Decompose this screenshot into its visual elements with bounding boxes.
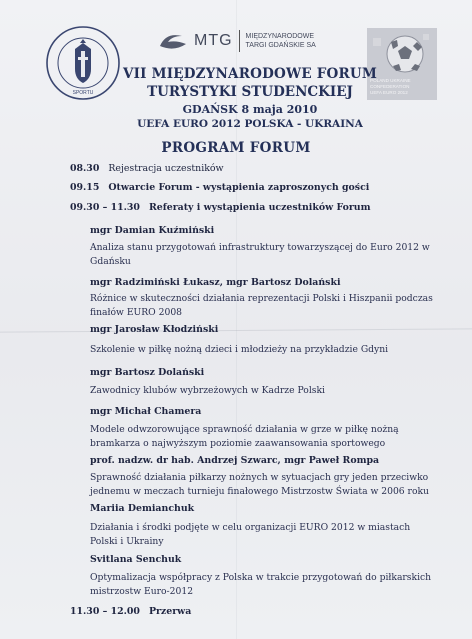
schedule-label: Otwarcie Forum - wystąpienia zaproszonych gości [108,182,370,193]
mtg-sub-line1: MIĘDZYNARODOWE [245,33,314,40]
schedule-item [70,182,369,193]
mtg-logo-subtitle [246,32,316,50]
schedule-label: Referaty i wystąpienia uczestników Forum [148,202,371,213]
schedule-item [70,606,191,617]
euro-badge-line1: POLAND UKRAINE [370,78,411,83]
schedule-time: 11.30 – 12.00 [70,606,140,617]
talk-topic: Modele odwzorowujące sprawność działania w grze w piłkę nożną bramkarza o najwyższym poziomie zaawansowania sportowego [90,424,399,449]
forum-event: UEFA EURO 2012 POLSKA - UKRAINA [137,118,363,130]
schedule-time: 08.30 [70,163,100,174]
talk-topic: Optymalizacja współpracy z Polska w trakcie przygotowań do piłkarskich mistrzostw Euro-2012 [90,572,432,597]
forum-place-date: GDAŃSK 8 maja 2010 [182,103,318,116]
euro-badge-line3: UEFA EURO 2012 [370,90,408,95]
speaker-name: Svitlana Senchuk [90,554,182,565]
schedule-item [70,163,224,174]
speaker-name: prof. nadzw. dr hab. Andrzej Szwarc, mgr Paweł Rompa [90,455,380,466]
schedule-label: Przerwa [148,606,192,617]
talk-topic: Różnice w skuteczności działania reprezentacji Polski i Hiszpanii podczas finałów EURO 2008 [90,293,433,318]
euro-badge-line2: CONFEDERATION [370,84,410,89]
talk-topic: Szkolenie w piłkę nożną dzieci i młodzieży na przykładzie Gdyni [90,344,389,355]
mtg-sub-line2: TARGI GDAŃSKIE SA [245,42,316,49]
svg-text:SPORTU: SPORTU [72,90,94,96]
schedule-time: 09.30 – 11.30 [70,202,140,213]
talk-topic: Analiza stanu przygotowań infrastruktury towarzyszącej do Euro 2012 w Gdańsku [90,242,430,267]
speaker-name: mgr Michał Chamera [90,406,202,417]
talk-topic: Sprawność działania piłkarzy nożnych w sytuacjach gry jeden przeciwko jednemu w meczach turnieju finałowego Mistrzostw Świata w 2006 roku [90,472,429,497]
mtg-logo [156,30,316,52]
schedule-label: Rejestracja uczestników [108,163,224,174]
talk-topic: Zawodnicy klubów wybrzeżowych w Kadrze Polski [90,385,325,396]
speaker-name: Mariia Demianchuk [90,503,195,514]
forum-title-line2: TURYSTYKI STUDENCKIEJ [147,84,353,100]
forum-title-line1: VII MIĘDZYNARODOWE FORUM [122,66,378,82]
speaker-name: mgr Bartosz Dolański [90,367,205,378]
mtg-swirl-icon [156,30,190,52]
speaker-name: mgr Jarosław Kłodziński [90,324,219,335]
schedule-item [70,202,371,213]
speaker-name: mgr Damian Kuźmiński [90,225,215,236]
mtg-logo-name: MTG [194,32,233,49]
mtg-separator [239,30,240,52]
schedule-time: 09.15 [70,182,100,193]
university-seal-logo [45,25,121,101]
program-title: PROGRAM FORUM [161,140,311,156]
speaker-name: mgr Radzimiński Łukasz, mgr Bartosz Dolański [90,277,341,288]
talk-topic: Działania i środki podjęte w celu organizacji EURO 2012 w miastach Polski i Ukrainy [90,522,411,547]
